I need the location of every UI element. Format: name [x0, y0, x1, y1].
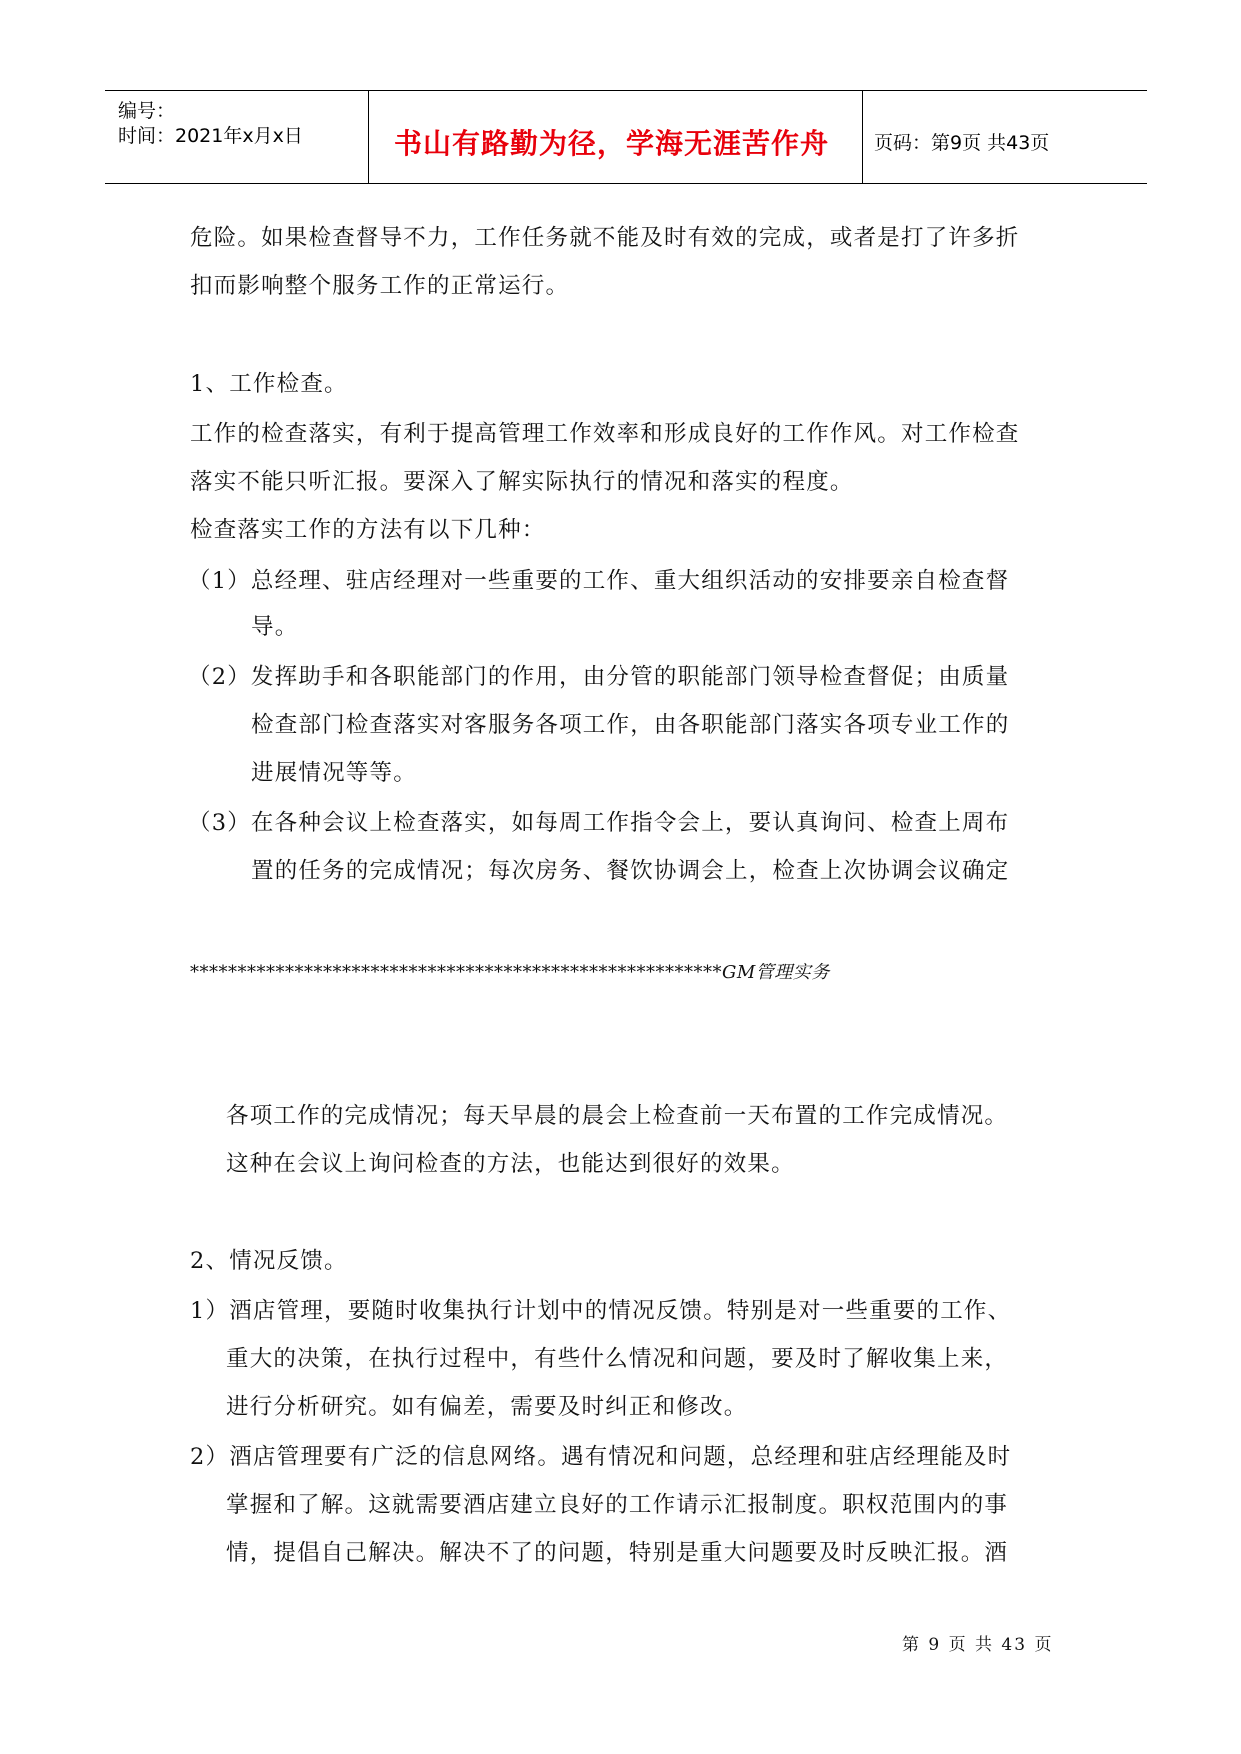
list-item-line: 进展情况等等。 — [251, 760, 417, 786]
list-item-line: 2）酒店管理要有广泛的信息网络。遇有情况和问题，总经理和驻店经理能及时 — [190, 1444, 1012, 1470]
header-time-label: 时间：2021年x月x日 — [118, 125, 303, 147]
list-item-line: （3）在各种会议上检查落实，如每周工作指令会上，要认真询问、检查上周布 — [188, 810, 1010, 836]
header-divider-right — [862, 91, 863, 183]
page-footer: 第 9 页 共 43 页 — [902, 1635, 1054, 1655]
body-line: 各项工作的完成情况；每天早晨的晨会上检查前一天布置的工作完成情况。 — [226, 1103, 1009, 1129]
header-motto: 书山有路勤为径，学海无涯苦作舟 — [394, 127, 830, 160]
body-line: 检查落实工作的方法有以下几种： — [190, 517, 546, 543]
header-top-rule — [105, 90, 1147, 91]
header-bottom-rule — [105, 183, 1147, 184]
list-item-line: 掌握和了解。这就需要酒店建立良好的工作请示汇报制度。职权范围内的事 — [226, 1492, 1009, 1518]
body-line: 落实不能只听汇报。要深入了解实际执行的情况和落实的程度。 — [190, 469, 854, 495]
body-line: 扣而影响整个服务工作的正常运行。 — [190, 273, 570, 299]
list-item-line: 置的任务的完成情况；每次房务、餐饮协调会上，检查上次协调会议确定 — [251, 858, 1010, 884]
list-item-line: 检查部门检查落实对客服务各项工作，由各职能部门落实各项专业工作的 — [251, 712, 1010, 738]
body-line: 这种在会议上询问检查的方法，也能达到很好的效果。 — [226, 1151, 795, 1177]
header-divider-left — [368, 91, 369, 183]
section-tag: GM管理实务 — [722, 962, 830, 983]
body-line: 危险。如果检查督导不力，工作任务就不能及时有效的完成，或者是打了许多折 — [190, 225, 1020, 251]
list-item-line: 进行分析研究。如有偏差，需要及时纠正和修改。 — [226, 1394, 748, 1420]
separator-stars: ******************************************************** — [190, 962, 722, 983]
list-item-line: 情，提倡自己解决。解决不了的问题，特别是重大问题要及时反映汇报。酒 — [226, 1540, 1009, 1566]
header-page-label: 页码：第9页 共43页 — [874, 132, 1050, 154]
list-item-line: 重大的决策，在执行过程中，有些什么情况和问题，要及时了解收集上来， — [226, 1346, 1009, 1372]
body-line: 工作的检查落实，有利于提高管理工作效率和形成良好的工作作风。对工作检查 — [190, 421, 1020, 447]
list-item-line: 导。 — [251, 614, 299, 640]
section-heading: 1、工作检查。 — [190, 371, 348, 397]
list-item-line: 1）酒店管理，要随时收集执行计划中的情况反馈。特别是对一些重要的工作、 — [190, 1298, 1012, 1324]
separator-row — [190, 958, 830, 984]
header-serial-label: 编号： — [118, 100, 176, 122]
list-item-line: （2）发挥助手和各职能部门的作用，由分管的职能部门领导检查督促；由质量 — [188, 664, 1010, 690]
section-heading: 2、情况反馈。 — [190, 1248, 348, 1274]
list-item-line: （1）总经理、驻店经理对一些重要的工作、重大组织活动的安排要亲自检查督 — [188, 568, 1010, 594]
